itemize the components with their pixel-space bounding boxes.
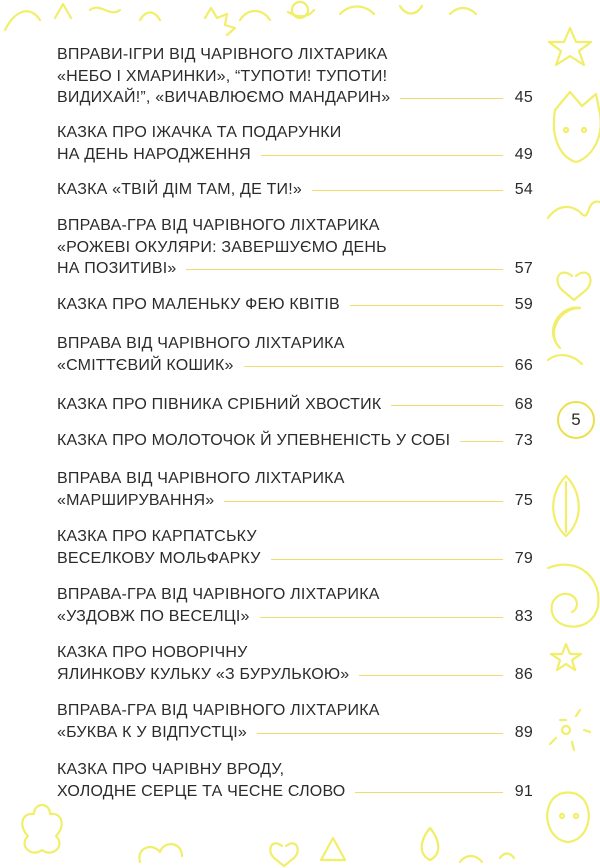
toc-entry[interactable] [57, 215, 533, 280]
entry-title-line: «НЕБО І ХМАРИНКИ», “ТУПОТИ! ТУПОТИ! [57, 67, 388, 85]
leader-line [261, 155, 503, 156]
entry-title-line: «МАРШИРУВАННЯ» [57, 491, 215, 509]
entry-page-number: 89 [514, 723, 533, 741]
entry-page-number: 66 [514, 356, 533, 374]
entry-last-line [57, 606, 533, 628]
entry-title-line: «БУКВА К У ВІДПУСТЦІ» [57, 723, 247, 741]
leader-line [186, 269, 503, 270]
entry-title-line: ВПРАВА-ГРА ВІД ЧАРІВНОГО ЛІХТАРИКА [57, 586, 380, 603]
entry-last-line [57, 355, 533, 377]
entry-page-number: 54 [514, 181, 533, 198]
entry-title-line: НА ДЕНЬ НАРОДЖЕННЯ [57, 145, 251, 163]
heart-bottom-icon [270, 843, 297, 866]
entry-last-line [57, 258, 533, 280]
toc-entry[interactable] [57, 394, 533, 416]
entry-title-line: ВИДИХАЙ!”, «ВИЧАВЛЮЄМО МАНДАРИН» [57, 89, 391, 106]
entry-title-line: КАЗКА ПРО ЧАРІВНУ ВРОДУ, [57, 761, 285, 778]
toc-entry[interactable] [57, 294, 533, 316]
entry-page-number: 86 [514, 665, 533, 683]
toc-entry[interactable] [57, 642, 533, 685]
toc-entry[interactable] [57, 430, 533, 452]
entry-last-line [57, 430, 533, 452]
star-icon [549, 28, 591, 65]
leader-line [244, 366, 503, 367]
toc-entry[interactable] [57, 44, 533, 109]
sun-icon [205, 8, 270, 35]
entry-title-line: ВПРАВА ВІД ЧАРІВНОГО ЛІХТАРИКА [57, 470, 345, 487]
leader-line [257, 733, 503, 734]
entry-page-number: 59 [514, 296, 533, 313]
toc-entry[interactable] [57, 333, 533, 376]
entry-last-line [57, 548, 533, 570]
toc-entry[interactable] [57, 759, 533, 802]
page-number-badge: 5 [557, 401, 595, 439]
leader-line [359, 675, 503, 676]
entry-page-number: 83 [514, 607, 533, 625]
entry-last-line [57, 294, 533, 316]
toc-entry[interactable] [57, 179, 533, 201]
creature-icon [547, 793, 589, 843]
entry-last-line [57, 722, 533, 744]
fox-face-icon [554, 92, 600, 162]
entry-title-line: ЯЛИНКОВУ КУЛЬКУ «З БУРУЛЬКОЮ» [57, 665, 350, 683]
entry-title-line: КАЗКА ПРО НОВОРІЧНУ [57, 644, 248, 661]
entry-title-line: «СМІТТЄВИЙ КОШИК» [57, 356, 234, 374]
leader-line [391, 405, 503, 406]
entry-title-line: ХОЛОДНЕ СЕРЦЕ ТА ЧЕСНЕ СЛОВО [57, 782, 346, 800]
entry-page-number: 57 [514, 260, 533, 277]
entry-last-line [57, 179, 533, 201]
entry-title-line: КАЗКА ПРО МОЛОТОЧОК Й УПЕВНЕНІСТЬ У СОБІ [57, 432, 451, 449]
toc-entry[interactable] [57, 122, 533, 165]
entry-title-line: КАЗКА «ТВІЙ ДІМ ТАМ, ДЕ ТИ!» [57, 181, 303, 198]
moon-icon [553, 308, 580, 348]
entry-title-line: КАЗКА ПРО ІЖАЧКА ТА ПОДАРУНКИ [57, 124, 342, 141]
top-doodle-icon [5, 4, 160, 30]
drop-icon [422, 828, 439, 860]
entry-last-line [57, 87, 533, 109]
leader-line [224, 501, 503, 502]
entry-title-line: НА ПОЗИТИВІ» [57, 260, 177, 277]
entry-title-line: ВПРАВА-ГРА ВІД ЧАРІВНОГО ЛІХТАРИКА [57, 217, 380, 234]
entry-page-number: 91 [514, 782, 533, 800]
entry-title-line: ВПРАВИ-ІГРИ ВІД ЧАРІВНОГО ЛІХТАРИКА [57, 46, 388, 63]
entry-last-line [57, 664, 533, 686]
cloud-icon [139, 844, 182, 862]
small-star-icon [551, 644, 581, 670]
leaf-icon [553, 476, 579, 536]
entry-page-number: 68 [514, 396, 533, 413]
toc-entry[interactable] [57, 526, 533, 569]
leader-line [350, 305, 503, 306]
entry-page-number: 79 [514, 549, 533, 567]
entry-title-line: «РОЖЕВІ ОКУЛЯРИ: ЗАВЕРШУЄМО ДЕНЬ [57, 238, 387, 256]
entry-title-line: «УЗДОВЖ ПО ВЕСЕЛЦІ» [57, 607, 250, 625]
entry-title-line: КАЗКА ПРО МАЛЕНЬКУ ФЕЮ КВІТІВ [57, 296, 340, 313]
entry-title-line: ВПРАВА-ГРА ВІД ЧАРІВНОГО ЛІХТАРИКА [57, 702, 380, 719]
flower-icon [22, 805, 61, 853]
leader-line [460, 441, 503, 442]
entry-page-number: 73 [514, 432, 533, 449]
entry-title-line: ВПРАВА ВІД ЧАРІВНОГО ЛІХТАРИКА [57, 335, 345, 352]
entry-last-line [57, 144, 533, 166]
entry-last-line [57, 394, 533, 416]
entry-page-number: 45 [514, 89, 533, 106]
leader-line [312, 190, 503, 191]
toc-entry[interactable] [57, 584, 533, 627]
entry-title-line: ВЕСЕЛКОВУ МОЛЬФАРКУ [57, 549, 261, 567]
leader-line [271, 559, 503, 560]
leader-line [260, 617, 503, 618]
heart-icon [557, 273, 590, 300]
toc-entry[interactable] [57, 700, 533, 743]
entry-last-line [57, 490, 533, 512]
entry-page-number: 75 [514, 491, 533, 509]
entry-title-line: КАЗКА ПРО КАРПАТСЬКУ [57, 528, 257, 545]
leader-line [355, 792, 503, 793]
triangle-icon [321, 838, 345, 860]
entry-title-line: КАЗКА ПРО ПІВНИКА СРІБНИЙ ХВОСТИК [57, 396, 382, 413]
spiral-icon [548, 565, 598, 627]
entry-page-number: 49 [514, 145, 533, 163]
toc-entry[interactable] [57, 468, 533, 511]
squiggle-icon [548, 202, 600, 218]
leader-line [400, 98, 503, 99]
entry-last-line [57, 781, 533, 803]
